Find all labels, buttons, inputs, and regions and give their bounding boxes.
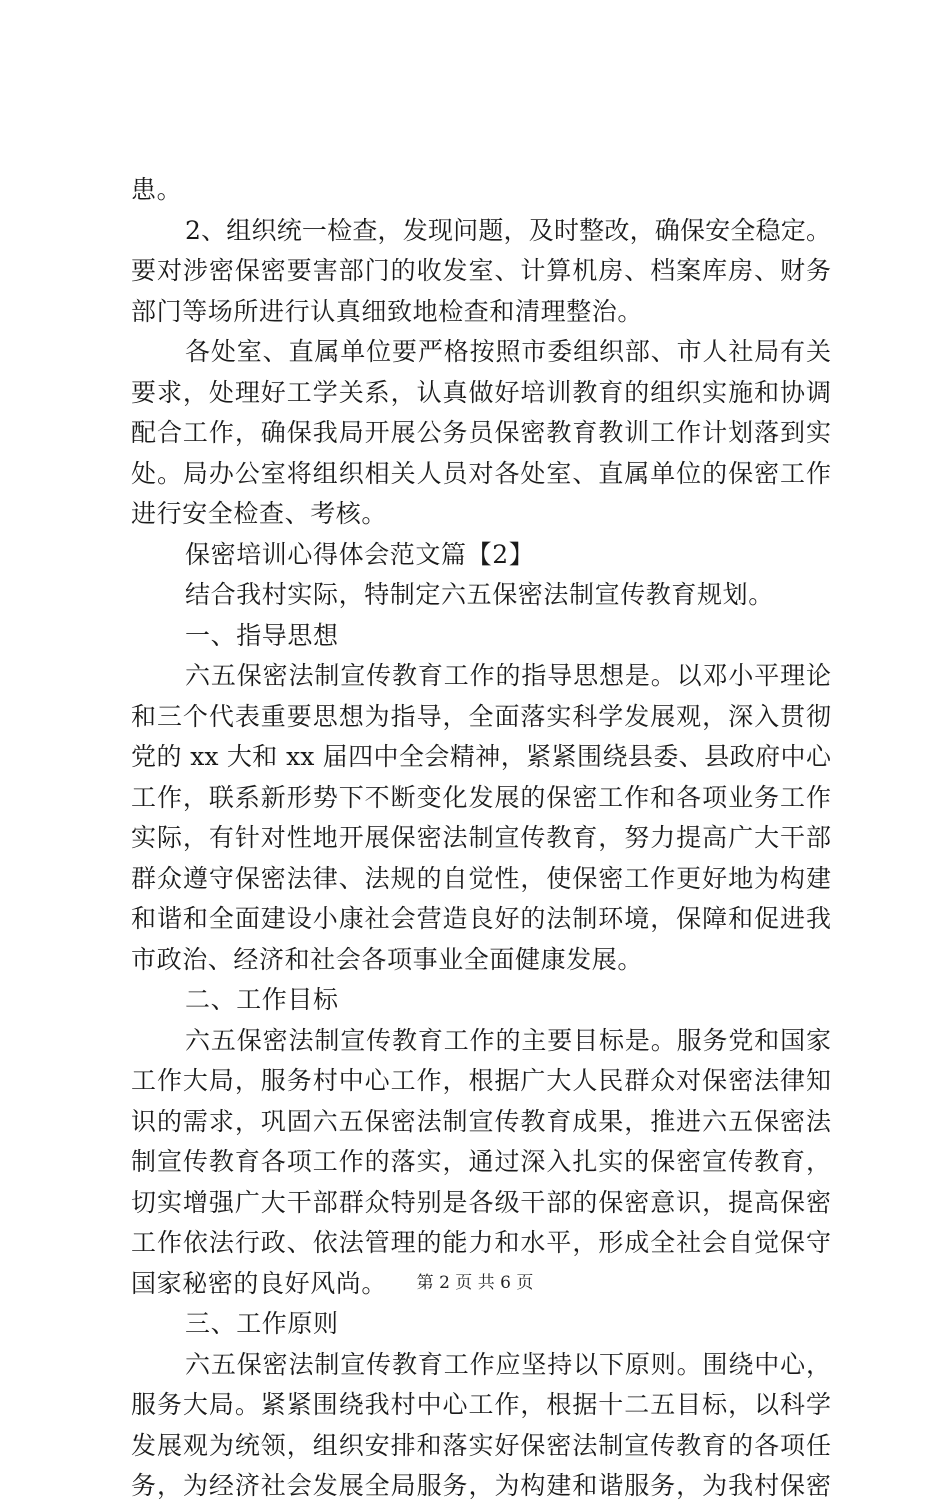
text-line: 制宣传教育各项工作的落实，通过深入扎实的保密宣传教育， bbox=[131, 1147, 831, 1176]
text-line: 和三个代表重要思想为指导，全面落实科学发展观，深入贯彻 bbox=[131, 701, 831, 731]
text-line: 处。局办公室将组织相关人员对各处室、直属单位的保密工作 bbox=[131, 458, 831, 488]
text-line: 六五保密法制宣传教育工作应坚持以下原则。围绕中心， bbox=[185, 1349, 831, 1379]
text-line: 配合工作，确保我局开展公务员保密教育教训工作计划落到实 bbox=[131, 418, 831, 447]
text-line: 部门等场所进行认真细致地检查和清理整治。 bbox=[131, 296, 644, 326]
text-line: 六五保密法制宣传教育工作的指导思想是。以邓小平理论 bbox=[185, 661, 831, 690]
text-line: 实际，有针对性地开展保密法制宣传教育，努力提高广大干部 bbox=[131, 823, 831, 852]
text-line: 务，为经济社会发展全局服务，为构建和谐服务，为我村保密 bbox=[131, 1471, 831, 1500]
text-line: 工作大局，服务村中心工作，根据广大人民群众对保密法律知 bbox=[131, 1066, 831, 1095]
text-line: 市政治、经济和社会各项事业全面健康发展。 bbox=[131, 944, 644, 974]
text-line: 2、组织统一检查，发现问题，及时整改，确保安全稳定。 bbox=[185, 215, 831, 245]
text-line: 各处室、直属单位要严格按照市委组织部、市人社局有关 bbox=[185, 337, 831, 366]
text-line: 患。 bbox=[131, 175, 183, 204]
text-line: 三、工作原则 bbox=[185, 1309, 339, 1338]
text-line: 工作，联系新形势下不断变化发展的保密工作和各项业务工作 bbox=[131, 782, 831, 812]
text-line: 和谐和全面建设小康社会营造良好的法制环境，保障和促进我 bbox=[131, 904, 831, 933]
text-line: 发展观为统领，组织安排和落实好保密法制宣传教育的各项任 bbox=[131, 1430, 831, 1460]
document-body bbox=[131, 170, 831, 1507]
text-line: 保密培训心得体会范文篇【2】 bbox=[185, 539, 535, 569]
page-footer: 第 2 页 共 6 页 bbox=[416, 1273, 534, 1293]
text-line: 工作依法行政、依法管理的能力和水平，形成全社会自觉保守 bbox=[131, 1228, 831, 1257]
text-line: 群众遵守保密法律、法规的自觉性，使保密工作更好地为构建 bbox=[131, 863, 831, 893]
text-line: 二、工作目标 bbox=[185, 985, 339, 1014]
text-line: 结合我村实际，特制定六五保密法制宣传教育规划。 bbox=[185, 580, 774, 609]
text-line: 六五保密法制宣传教育工作的主要目标是。服务党和国家 bbox=[185, 1025, 831, 1055]
text-line: 要求，处理好工学关系，认真做好培训教育的组织实施和协调 bbox=[131, 377, 831, 407]
text-line: 国家秘密的良好风尚。 bbox=[131, 1268, 388, 1298]
text-line: 一、指导思想 bbox=[185, 620, 339, 650]
text-line: 切实增强广大干部群众特别是各级干部的保密意识，提高保密 bbox=[131, 1187, 831, 1217]
text-line: 识的需求，巩固六五保密法制宣传教育成果，推进六五保密法 bbox=[131, 1106, 831, 1136]
text-line: 服务大局。紧紧围绕我村中心工作，根据十二五目标，以科学 bbox=[131, 1390, 831, 1419]
text-line: 党的 xx 大和 xx 届四中全会精神，紧紧围绕县委、县政府中心 bbox=[131, 742, 831, 771]
text-line: 进行安全检查、考核。 bbox=[131, 499, 388, 528]
text-line: 要对涉密保密要害部门的收发室、计算机房、档案库房、财务 bbox=[131, 256, 831, 285]
